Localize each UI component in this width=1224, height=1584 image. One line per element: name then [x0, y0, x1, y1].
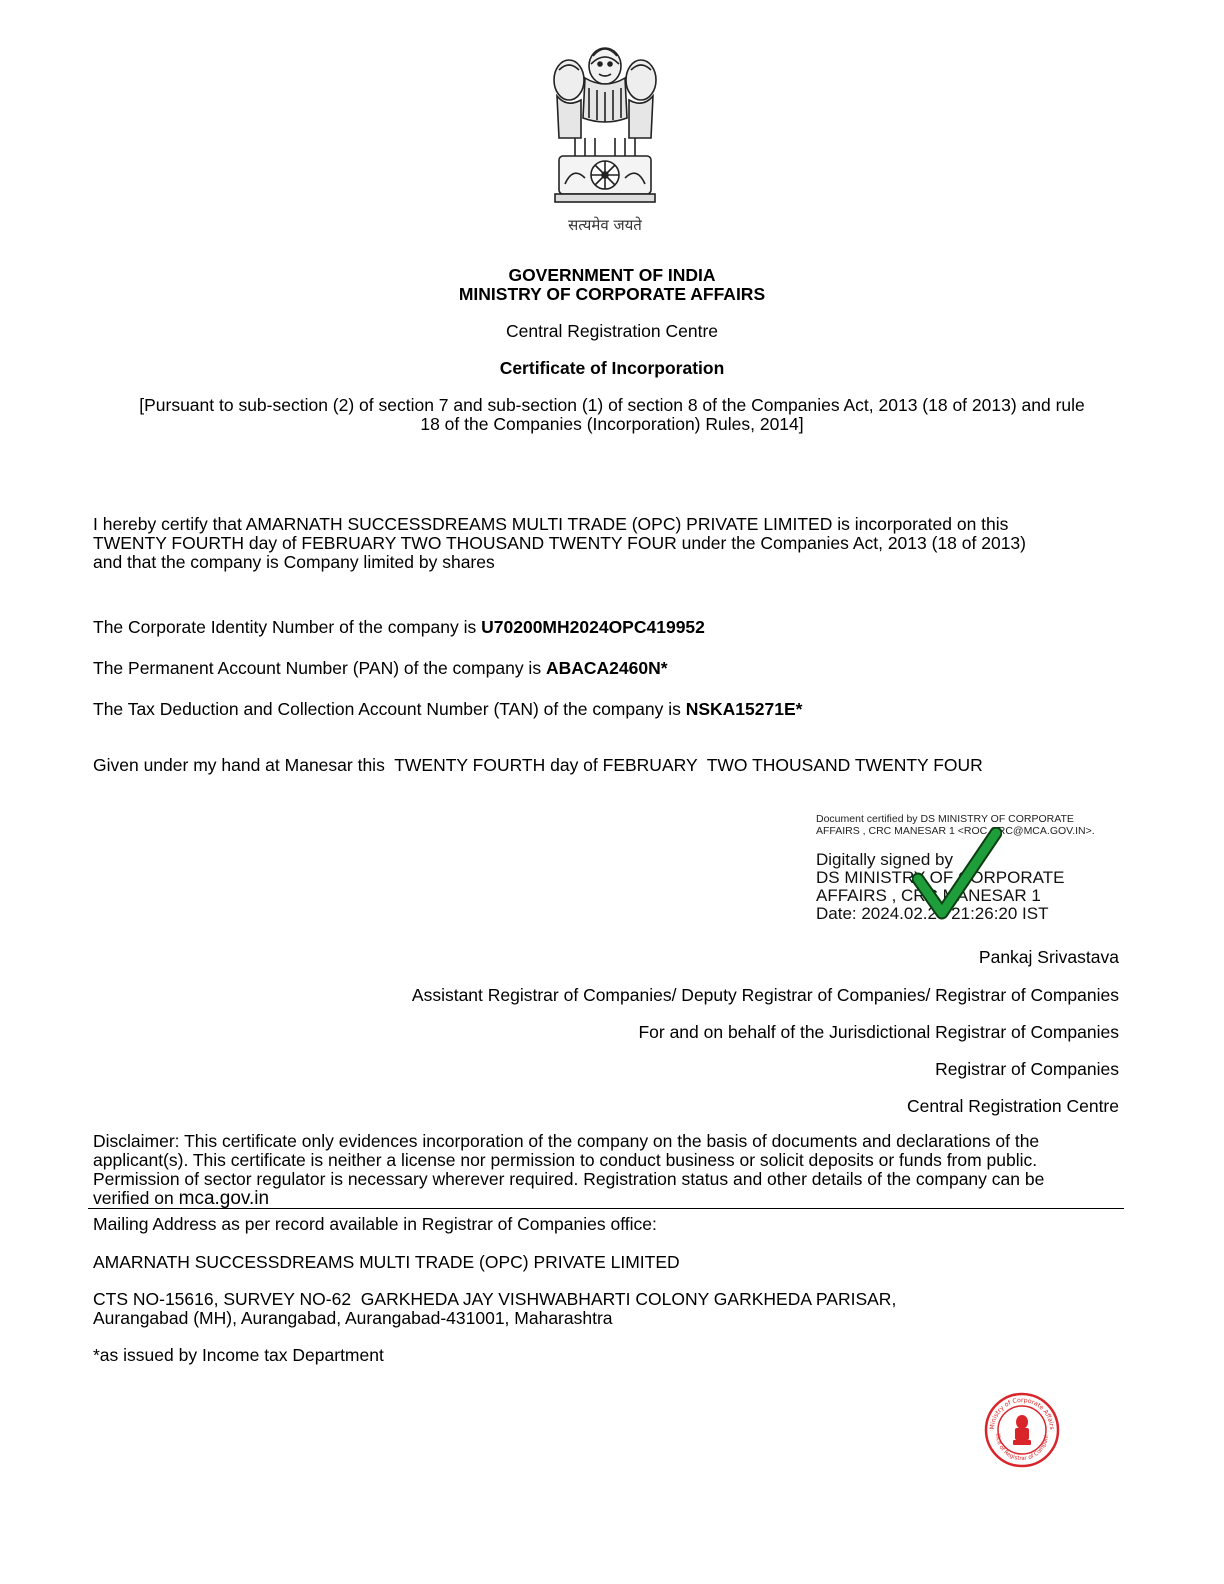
signatory-behalf: For and on behalf of the Jurisdictional Registrar of Companies [638, 1022, 1119, 1042]
disclaimer [93, 1132, 1121, 1208]
mca-seal [984, 1392, 1060, 1468]
pan-row [93, 659, 668, 678]
divider-line [88, 1208, 1124, 1209]
seal-icon [984, 1392, 1060, 1468]
signatory-office: Registrar of Companies [935, 1059, 1119, 1079]
signature-date: Date: 2024.02.27 21:26:20 IST [816, 904, 1049, 923]
mailing-address [93, 1290, 1049, 1328]
signature-signed-line-2: DS MINISTRY OF CORPORATE [816, 868, 1065, 887]
disclaimer-line-1: Disclaimer: This certificate only evidences incorporation of the company on the basis of documents and declarations of the [93, 1131, 1040, 1151]
cin-row [93, 618, 705, 637]
digital-signature [816, 813, 1116, 925]
signature-signed-line-1: Digitally signed by [816, 850, 954, 869]
seal-text-bottom: ffice of Registrar of Compani [993, 1433, 1050, 1463]
header-ministry: MINISTRY OF CORPORATE AFFAIRS [458, 284, 766, 304]
tan-label: The Tax Deduction and Collection Account Number (TAN) of the company is [93, 699, 681, 719]
mca-link[interactable]: mca.gov.in [178, 1188, 270, 1209]
mailing-heading: Mailing Address as per record available in Registrar of Companies office: [93, 1214, 657, 1234]
pursuant-line-1: [Pursuant to sub-section (2) of section 7 and sub-section (1) of section 8 of the Companies Act, 2013 (18 of 2013) and rule [139, 395, 1085, 415]
mailing-address-line-1: CTS NO-15616, SURVEY NO-62 GARKHEDA JAY VISHWABHARTI COLONY GARKHEDA PARISAR, [93, 1289, 897, 1309]
pan-label: The Permanent Account Number (PAN) of the company is [93, 658, 542, 678]
certify-line-2: TWENTY FOURTH day of FEBRUARY TWO THOUSAND TWENTY FOUR under the Companies Act, 2013 (18 of 2013) [93, 533, 1026, 553]
header-government: GOVERNMENT OF INDIA [508, 265, 716, 285]
disclaimer-line-4 [93, 1189, 1121, 1208]
certificate-title: Certificate of Incorporation [499, 358, 725, 378]
lion-capital-icon [545, 38, 665, 208]
pursuant-line-2: 18 of the Companies (Incorporation) Rules, 2014] [420, 414, 804, 434]
cin-value: U70200MH2024OPC419952 [481, 617, 705, 637]
given-under-hand: Given under my hand at Manesar this TWENTY FOURTH day of FEBRUARY TWO THOUSAND TWENTY FOUR [93, 755, 983, 775]
tan-row [93, 700, 802, 719]
mailing-address-line-2: Aurangabad (MH), Aurangabad, Aurangabad-431001, Maharashtra [93, 1308, 613, 1328]
certify-line-1: I hereby certify that AMARNATH SUCCESSDREAMS MULTI TRADE (OPC) PRIVATE LIMITED is incorporated on this [93, 514, 1009, 534]
signatory-name: Pankaj Srivastava [978, 947, 1119, 967]
disclaimer-line-3: Permission of sector regulator is necessary wherever required. Registration status and other details of the company can be [93, 1169, 1045, 1189]
signature-signed-line-3: AFFAIRS , CRC MANESAR 1 [816, 886, 1041, 905]
cin-label: The Corporate Identity Number of the company is [93, 617, 477, 637]
signature-certified-line-1: Document certified by DS MINISTRY OF CORPORATE [816, 813, 1074, 825]
disclaimer-line-2: applicant(s). This certificate is neither a license nor permission to conduct business or solicit deposits or funds from public. [93, 1150, 1038, 1170]
signatory-designation: Assistant Registrar of Companies/ Deputy Registrar of Companies/ Registrar of Companies [411, 985, 1119, 1005]
tan-value: NSKA15271E* [685, 699, 803, 719]
pan-value: ABACA2460N* [545, 658, 668, 678]
national-emblem [545, 38, 665, 234]
signatory-centre: Central Registration Centre [906, 1096, 1119, 1116]
pan-tan-footnote: *as issued by Income tax Department [93, 1345, 384, 1365]
verified-check-icon [912, 827, 1002, 923]
header-centre: Central Registration Centre [505, 321, 719, 341]
signature-certified-line-2: AFFAIRS , CRC MANESAR 1 <ROC.CRC@MCA.GOV.IN>. [816, 825, 1095, 837]
emblem-motto: सत्यमेव जयते [568, 216, 642, 234]
seal-text-top: Ministry of Corporate Affairs [988, 1396, 1056, 1430]
mailing-company: AMARNATH SUCCESSDREAMS MULTI TRADE (OPC) PRIVATE LIMITED [93, 1252, 680, 1272]
certify-line-3: and that the company is Company limited by shares [93, 552, 495, 572]
disclaimer-verify-text: verified on [93, 1188, 174, 1208]
